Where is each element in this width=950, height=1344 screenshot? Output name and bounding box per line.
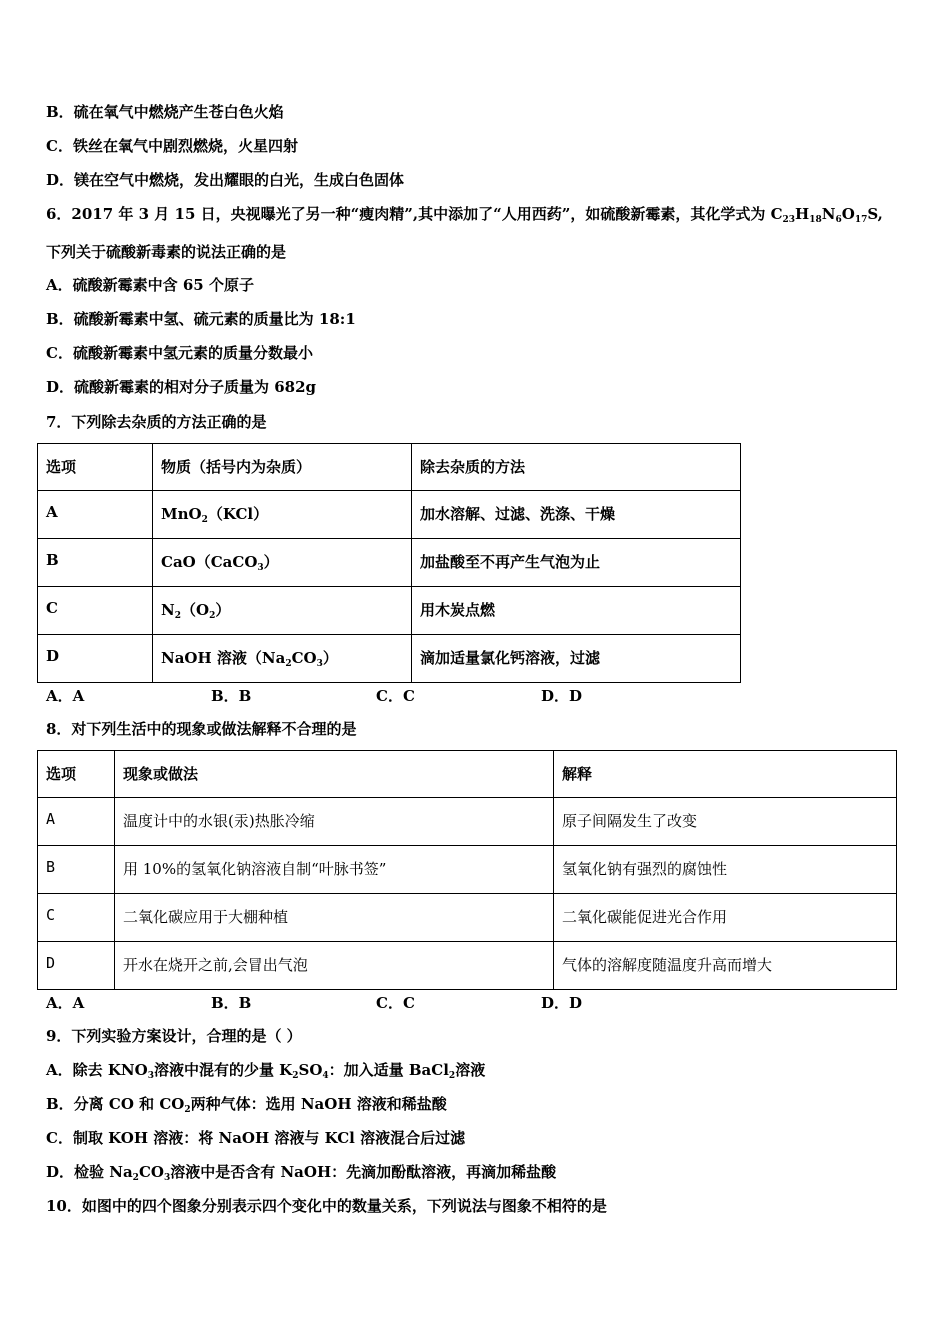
table-row: [38, 798, 897, 846]
table-cell: CaO（CaCO$_3$）: [153, 539, 412, 587]
table-header-cell: 选项: [38, 444, 153, 491]
table-cell: B: [38, 846, 115, 894]
q8-stem: 8．对下列生活中的现象或做法解释不合理的是: [46, 720, 357, 738]
q6-option-d: D．硫酸新霉素的相对分子质量为 682g: [46, 378, 317, 396]
table-row: [38, 587, 741, 635]
answer-option: B．B: [211, 994, 252, 1012]
answer-option: C．C: [376, 687, 415, 705]
table-row: [38, 539, 741, 587]
q6-stem: 6．2017 年 3 月 15 日，央视曝光了另一种“瘦肉精”,其中添加了“人用西药”，如硫酸新霉素，其化学式为 $C_{23}H_{18}N_6O_{17}S$,: [46, 205, 883, 225]
answer-option: D．D: [541, 994, 583, 1012]
q10-stem: 10．如图中的四个图象分别表示四个变化中的数量关系，下列说法与图象不相符的是: [46, 1197, 607, 1215]
table-cell: 二氧化碳应用于大棚种植: [115, 894, 554, 942]
q9-option-b: B．分离 CO 和 $CO_2$两种气体：选用 NaOH 溶液和稀盐酸: [46, 1095, 447, 1115]
answer-option: C．C: [376, 994, 415, 1012]
answer-option: A．A: [46, 994, 85, 1012]
table-header-cell: 选项: [38, 751, 115, 798]
table-cell: 开水在烧开之前,会冒出气泡: [115, 942, 554, 990]
table-cell: A: [38, 491, 153, 539]
table-row: [38, 491, 741, 539]
q9-option-c: C．制取 KOH 溶液：将 NaOH 溶液与 KCl 溶液混合后过滤: [46, 1129, 466, 1147]
table-header-row: [38, 751, 897, 798]
table-row: [38, 942, 897, 990]
table-cell: B: [38, 539, 153, 587]
table-cell: C: [38, 587, 153, 635]
table-cell: 滴加适量氯化钙溶液，过滤: [412, 635, 741, 683]
q6-option-a: A．硫酸新霉素中含 65 个原子: [46, 276, 254, 294]
q9-stem: 9．下列实验方案设计，合理的是（ ）: [46, 1027, 302, 1045]
q7-table: [37, 443, 741, 683]
table-cell: 气体的溶解度随温度升高而增大: [554, 942, 897, 990]
table-cell: 氢氧化钠有强烈的腐蚀性: [554, 846, 897, 894]
table-cell: D: [38, 942, 115, 990]
q6-stem-line2: 下列关于硫酸新毒素的说法正确的是: [46, 243, 287, 261]
table-header-row: [38, 444, 741, 491]
table-header-cell: 物质（括号内为杂质）: [153, 444, 412, 491]
table-cell: NaOH 溶液$(Na_2CO_3)$: [153, 635, 412, 683]
table-cell: 温度计中的水银(汞)热胀冷缩: [115, 798, 554, 846]
table-row: [38, 894, 897, 942]
table-cell: D: [38, 635, 153, 683]
table-cell: MnO$_2$（KCl）: [153, 491, 412, 539]
q9-option-d: D．检验 $Na_2CO_3$溶液中是否含有 NaOH：先滴加酚酞溶液，再滴加稀盐酸: [46, 1163, 557, 1183]
table-cell: 加水溶解、过滤、洗涤、干燥: [412, 491, 741, 539]
table-header-cell: 解释: [554, 751, 897, 798]
q6-option-c: C．硫酸新霉素中氢元素的质量分数最小: [46, 344, 313, 362]
table-cell: C: [38, 894, 115, 942]
table-cell: 用 10%的氢氧化钠溶液自制“叶脉书签”: [115, 846, 554, 894]
answer-option: D．D: [541, 687, 583, 705]
table-cell: 二氧化碳能促进光合作用: [554, 894, 897, 942]
table-cell: 加盐酸至不再产生气泡为止: [412, 539, 741, 587]
q6-option-b: B．硫酸新霉素中氢、硫元素的质量比为 18:1: [46, 310, 356, 328]
table-cell: 用木炭点燃: [412, 587, 741, 635]
answer-option: A．A: [46, 687, 85, 705]
q8-table: [37, 750, 897, 990]
table-cell: $N_2(O_2)$: [153, 587, 412, 635]
q5-option-c: C．铁丝在氧气中剧烈燃烧，火星四射: [46, 137, 298, 155]
q9-option-a: A．除去 $KNO_3$溶液中混有的少量 $K_2SO_4$：加入适量 BaCl$_2$溶液: [46, 1061, 486, 1081]
q7-stem: 7．下列除去杂质的方法正确的是: [46, 413, 267, 431]
table-row: [38, 635, 741, 683]
table-row: [38, 846, 897, 894]
answer-option: B．B: [211, 687, 252, 705]
table-cell: 原子间隔发生了改变: [554, 798, 897, 846]
table-cell: A: [38, 798, 115, 846]
q5-option-d: D．镁在空气中燃烧，发出耀眼的白光，生成白色固体: [46, 171, 405, 189]
q5-option-b: B．硫在氧气中燃烧产生苍白色火焰: [46, 103, 284, 121]
table-header-cell: 现象或做法: [115, 751, 554, 798]
table-header-cell: 除去杂质的方法: [412, 444, 741, 491]
